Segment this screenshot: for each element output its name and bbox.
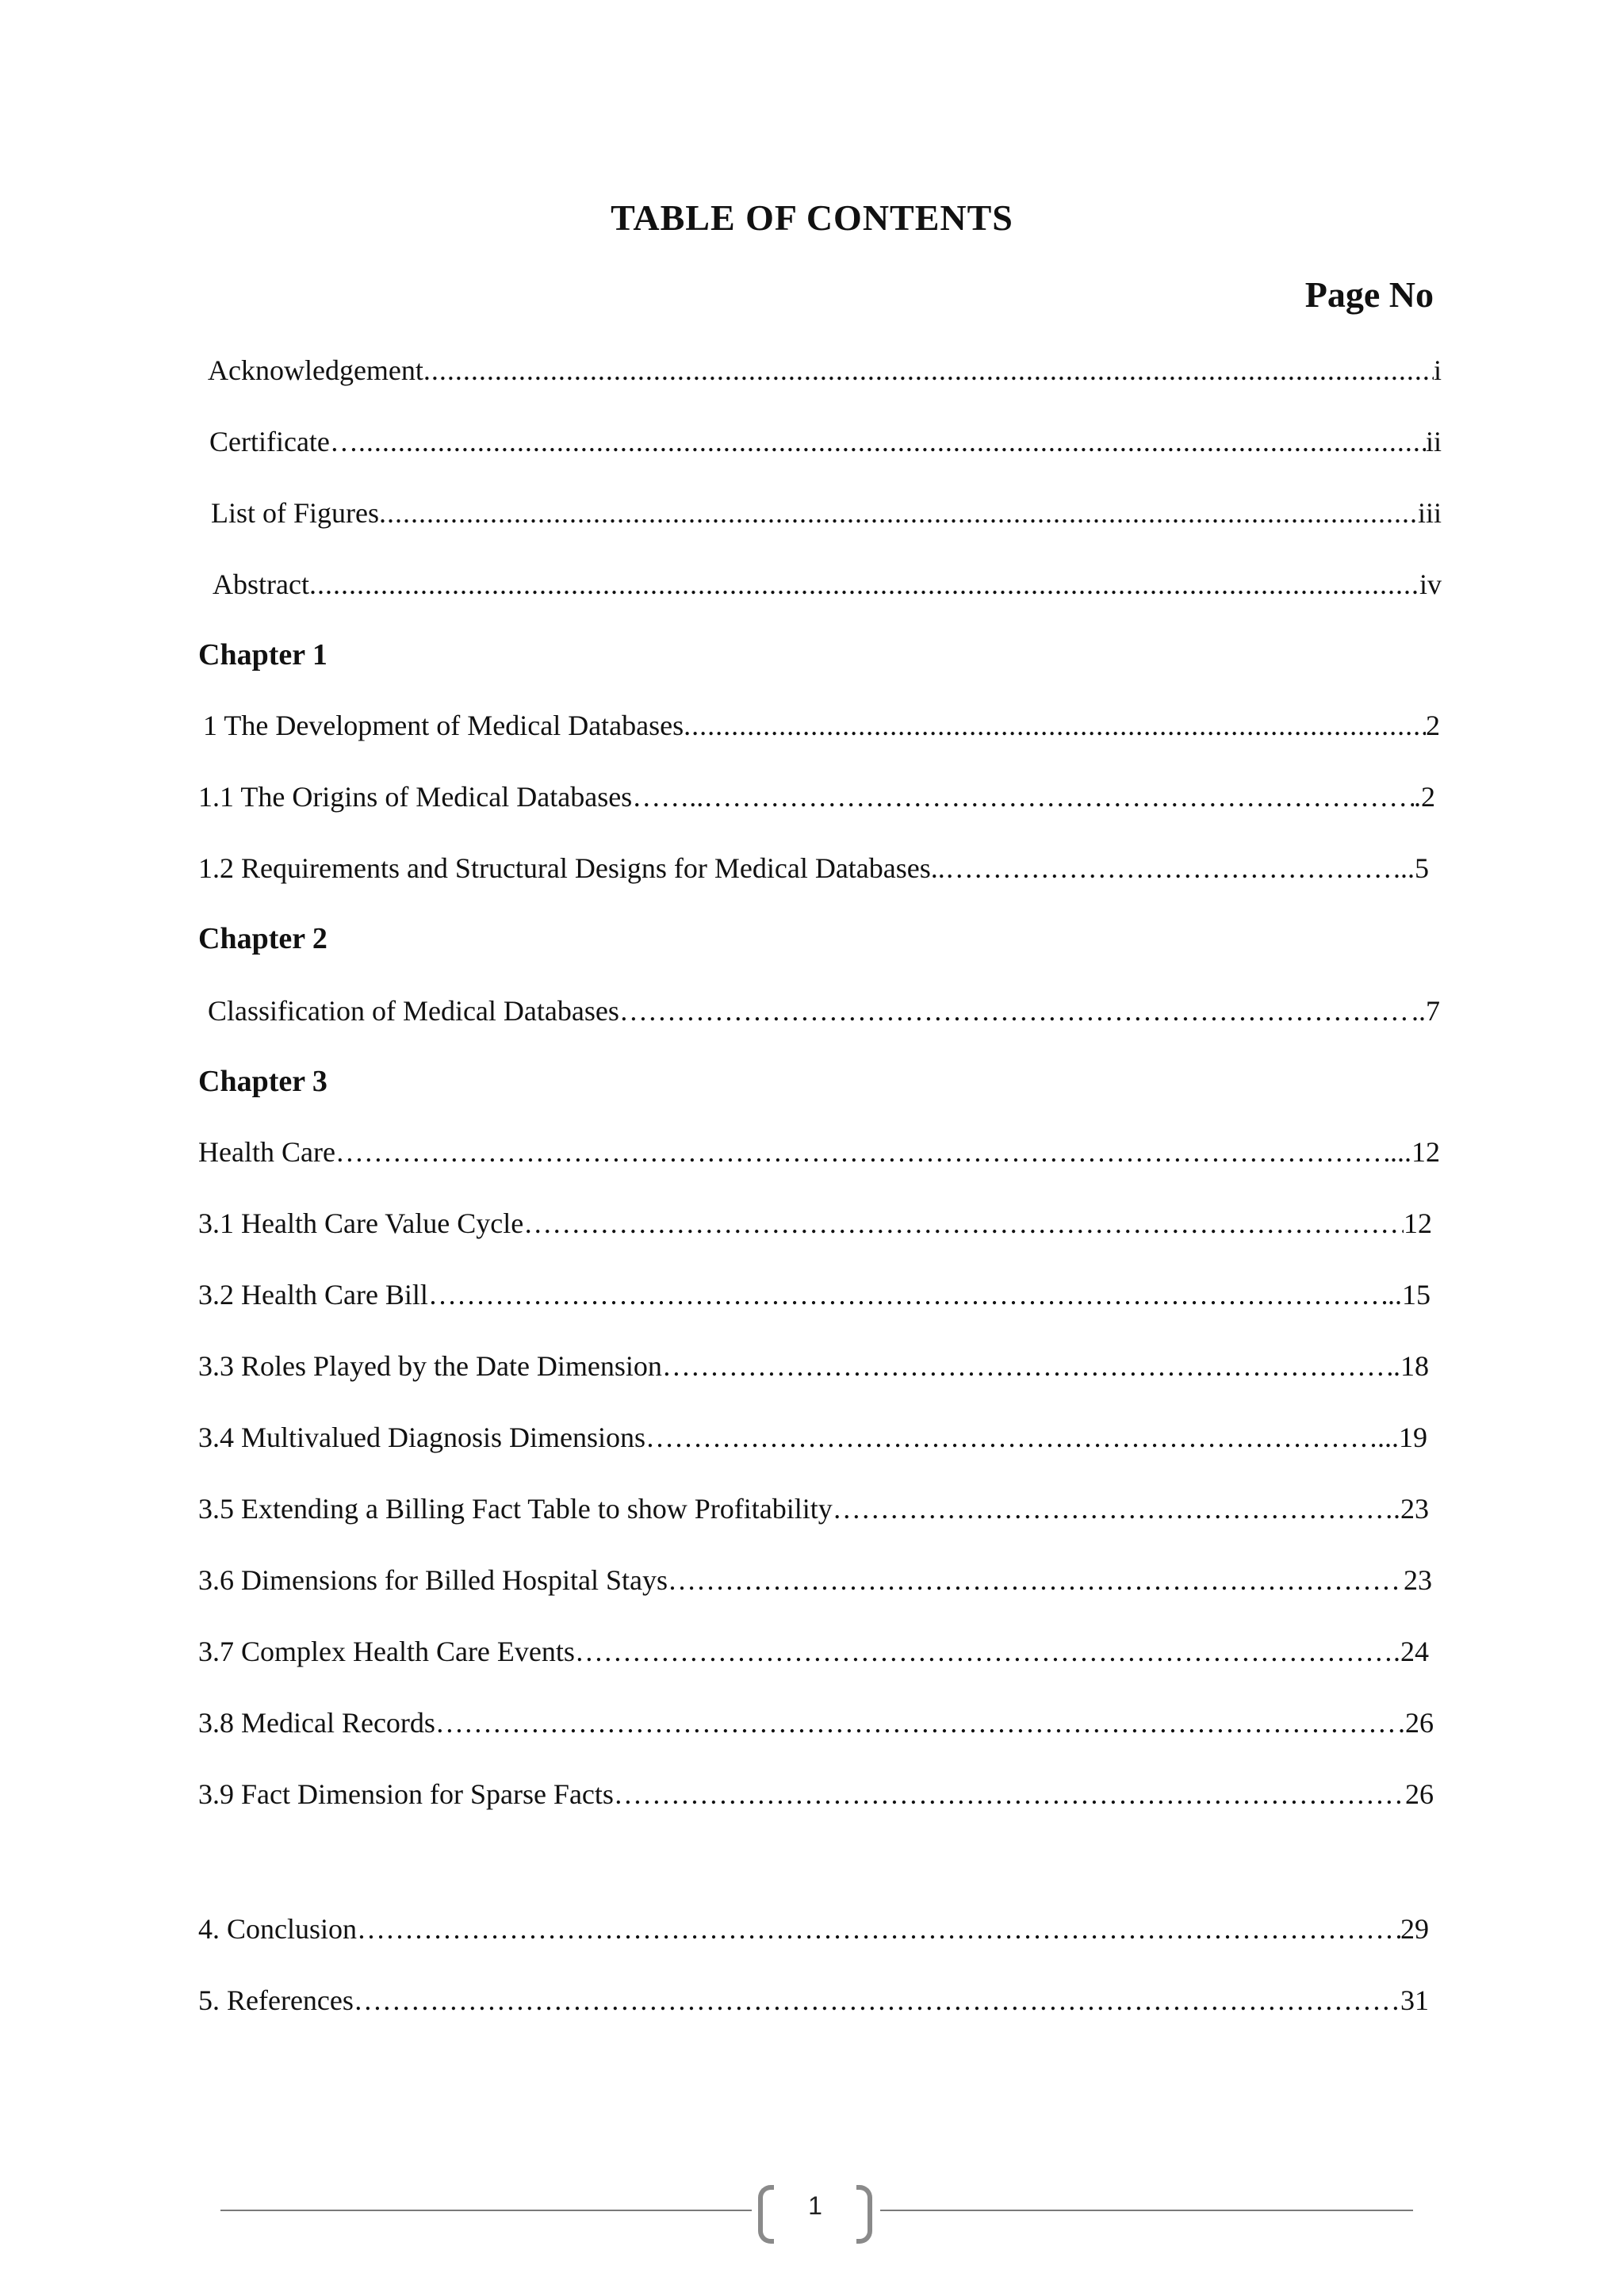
dot-leader [668, 1563, 1404, 1597]
toc-entry [198, 1349, 1429, 1391]
toc-entry-page: 29 [1400, 1913, 1429, 1945]
toc-entry [198, 1563, 1432, 1605]
dot-leader [379, 496, 1418, 530]
toc-entry-abstract [213, 568, 1442, 609]
toc-title: TABLE OF CONTENTS [611, 197, 1013, 238]
toc-entry-label: Certificate… [209, 426, 358, 457]
toc-entry [198, 1777, 1434, 1819]
toc-entry-page: i [1433, 354, 1442, 386]
toc-entry [198, 1278, 1431, 1319]
dot-leader [645, 1421, 1377, 1454]
dot-leader [945, 851, 1393, 885]
dot-leader [614, 1777, 1405, 1811]
toc-entry [208, 994, 1440, 1035]
toc-entry-label: Health Care [198, 1136, 335, 1168]
toc-entry [198, 1135, 1440, 1177]
toc-entry-page: iii [1417, 497, 1442, 529]
dot-leader [523, 1207, 1404, 1240]
chapter-heading-2: Chapter 2 [198, 922, 327, 955]
toc-entry-page: ii [1425, 426, 1442, 457]
chapter-heading-3: Chapter 3 [198, 1065, 327, 1098]
dot-leader [662, 1349, 1393, 1383]
toc-entry-page: 26 [1405, 1778, 1434, 1810]
right-brace-icon [856, 2185, 872, 2244]
toc-entry [198, 780, 1435, 821]
toc-entry-page: ...12 [1390, 1136, 1440, 1168]
toc-entry-label: 4. Conclusion [198, 1913, 358, 1945]
toc-entry [198, 1421, 1427, 1462]
footer-rule-left [220, 2210, 752, 2211]
dot-leader [833, 1492, 1393, 1525]
toc-entry [198, 851, 1429, 893]
dot-leader [354, 1984, 1400, 2017]
left-brace-icon [758, 2185, 774, 2244]
dot-leader [358, 425, 1426, 458]
toc-entry [198, 1492, 1429, 1533]
toc-entry-page: 12 [1404, 1207, 1432, 1239]
toc-entry [198, 1706, 1434, 1747]
toc-entry-label: 3.7 Complex Health Care Events [198, 1636, 575, 1667]
page-no-header: Page No [1304, 274, 1434, 315]
toc-entry-list-of-figures [211, 496, 1442, 538]
toc-entry-label: 3.1 Health Care Value Cycle [198, 1207, 524, 1239]
toc-entry-label: 3.2 Health Care Bill [198, 1279, 428, 1311]
toc-entry-page: .2 [1414, 781, 1435, 813]
toc-entry-label: 3.3 Roles Played by the Date Dimension [198, 1350, 662, 1382]
toc-entry-page: .18 [1393, 1350, 1429, 1382]
toc-entry-label: 3.6 Dimensions for Billed Hospital Stays [198, 1564, 668, 1596]
toc-entry-page: 23 [1404, 1564, 1432, 1596]
toc-entry [203, 709, 1440, 750]
toc-entry-label: 3.4 Multivalued Diagnosis Dimensions [198, 1422, 645, 1453]
dot-leader [435, 1706, 1398, 1739]
toc-entry [198, 1635, 1429, 1676]
dot-leader [684, 709, 1426, 742]
dot-leader [703, 780, 1414, 813]
toc-entry-label: 1 The Development of Medical Databases [203, 710, 684, 741]
toc-entry-conclusion [198, 1912, 1429, 1954]
toc-entry-page: .23 [1393, 1493, 1429, 1525]
dot-leader [619, 994, 1411, 1027]
toc-entry-page: iv [1419, 568, 1442, 600]
toc-entry-label: Abstract [213, 568, 309, 600]
toc-entry [198, 1207, 1432, 1248]
toc-entry-label: 3.9 Fact Dimension for Sparse Facts [198, 1778, 614, 1810]
toc-entry-page: ..15 [1388, 1279, 1431, 1311]
dot-leader [428, 1278, 1388, 1311]
toc-entry-page: .26 [1398, 1707, 1434, 1739]
chapter-heading-1: Chapter 1 [198, 638, 327, 672]
toc-entry-label: 3.5 Extending a Billing Fact Table to show Profitability [198, 1493, 833, 1525]
dot-leader [423, 354, 1434, 387]
footer-page-number: 1 [808, 2191, 822, 2220]
toc-entry-acknowledgement [208, 354, 1442, 395]
toc-entry-label: Acknowledgement [208, 354, 423, 386]
dot-leader [335, 1135, 1390, 1169]
toc-entry-page: ...19 [1377, 1422, 1427, 1453]
toc-entry-label: 1.1 The Origins of Medical Databases…….. [198, 781, 704, 813]
dot-leader [309, 568, 1419, 601]
dot-leader [357, 1912, 1400, 1946]
toc-entry-label: Classification of Medical Databases [208, 995, 619, 1027]
footer-rule-right [880, 2210, 1413, 2211]
toc-entry-label: 5. References [198, 1984, 354, 2016]
toc-entry-page: 31 [1400, 1984, 1429, 2016]
toc-entry-page: .24 [1393, 1636, 1429, 1667]
toc-entry-label: 1.2 Requirements and Structural Designs for Medical Databases.. [198, 852, 945, 884]
toc-entry-label: List of Figures [211, 497, 379, 529]
toc-entry-page: 2 [1426, 710, 1440, 741]
toc-entry-page: ...5 [1393, 852, 1429, 884]
toc-entry-page: ..7 [1411, 995, 1440, 1027]
toc-entry-certificate [209, 425, 1442, 466]
toc-entry-references [198, 1984, 1429, 2025]
toc-entry-label: 3.8 Medical Records [198, 1707, 435, 1739]
dot-leader [575, 1635, 1393, 1668]
